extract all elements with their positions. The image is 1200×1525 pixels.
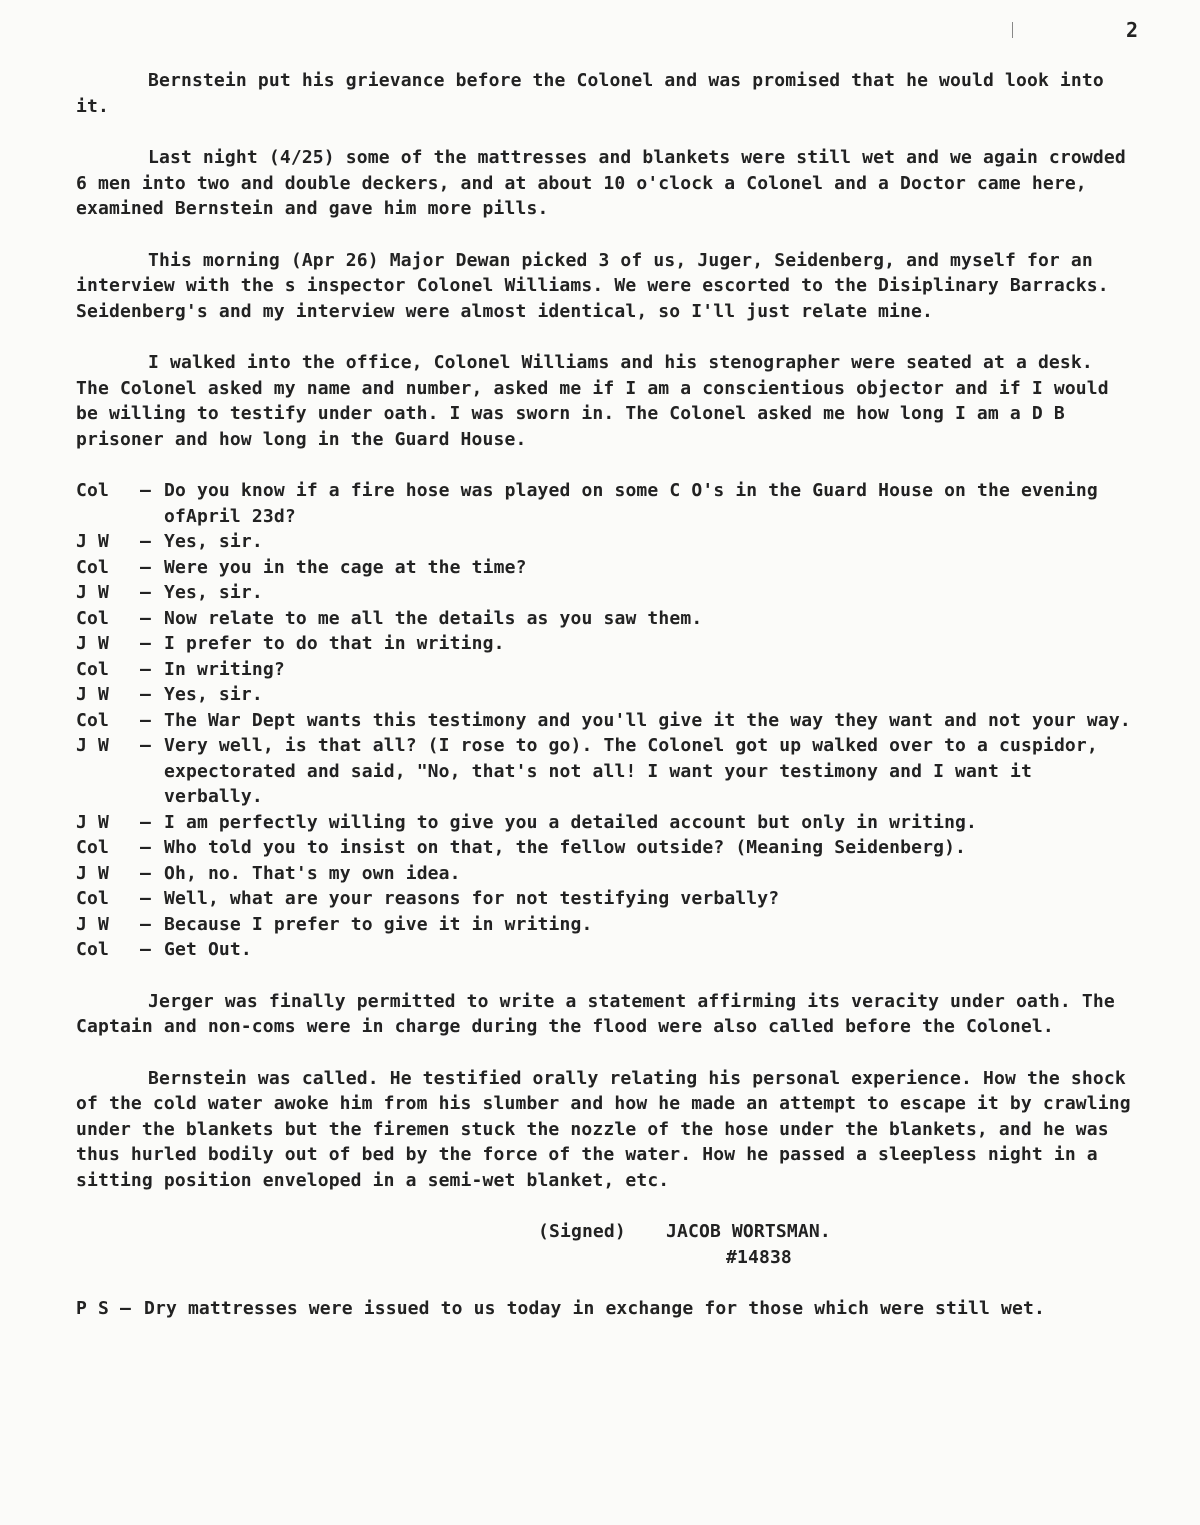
speaker: Col: [76, 480, 109, 501]
utterance: Were you in the cage at the time?: [164, 556, 527, 578]
speaker: Col: [76, 607, 109, 629]
utterance: In writing?: [164, 658, 285, 680]
margin-mark: [1012, 22, 1013, 38]
speaker: Col: [76, 888, 109, 909]
dialogue-line: J W – I prefer to do that in writing.: [76, 631, 1136, 657]
postscript-label: P S: [76, 1298, 109, 1319]
utterance: Do you know if a fire hose was played on some C O's in the Guard House on the evening ofApril 23d?: [164, 480, 1098, 527]
utterance: Yes, sir.: [164, 531, 263, 552]
utterance: Now relate to me all the details as you saw them.: [164, 607, 703, 629]
dialogue-line: Col – Now relate to me all the details as you saw them.: [76, 606, 1136, 632]
signature-label: (Signed): [538, 1221, 626, 1242]
speaker: J W: [76, 684, 109, 705]
utterance: Because I prefer to give it in writing.: [164, 913, 593, 935]
paragraph-bernstein-testimony: Bernstein was called. He testified orally relating his personal experience. How the shock of the cold water awoke him from his slumber and how he made an attempt to escape it by crawling under the blankets but the firemen stuck the nozzle of the hose under the blankets, and he was thus hurled bodily out of bed by the force of the water. How he passed a sleepless night in a sitting position enveloped in a semi-wet blanket, etc.: [76, 1067, 1131, 1191]
speaker: J W: [76, 811, 109, 833]
signatory-name: JACOB WORTSMAN.: [666, 1221, 831, 1242]
speaker: J W: [76, 913, 109, 935]
dialogue-line: J W – Yes, sir.: [76, 580, 1136, 606]
page-number: 2: [1126, 18, 1139, 42]
speaker: Col: [76, 837, 109, 858]
letter-body: [76, 68, 1136, 1322]
paragraph-grievance: Bernstein put his grievance before the Colonel and was promised that he would look into it.: [76, 70, 1104, 117]
utterance: Oh, no. That's my own idea.: [164, 862, 461, 884]
speaker: J W: [76, 531, 109, 552]
dialogue-line: Col – Who told you to insist on that, the fellow outside? (Meaning Seidenberg).: [76, 835, 1136, 861]
dialogue-line: J W – Very well, is that all? (I rose to go). The Colonel got up walked over to a cuspidor, expectorated and said, "No, that's not all! I want your testimony and I want it verbally.: [76, 733, 1136, 810]
signature-block: [76, 1219, 1136, 1270]
speaker: Col: [76, 709, 109, 731]
postscript-text: Dry mattresses were issued to us today in exchange for those which were still wet.: [144, 1298, 1045, 1319]
speaker: J W: [76, 735, 109, 756]
dialogue-line: J W – Yes, sir.: [76, 682, 1136, 708]
utterance: Well, what are your reasons for not testifying verbally?: [164, 888, 780, 909]
dialogue-line: J W – Yes, sir.: [76, 529, 1136, 555]
dialogue-line: Col – In writing?: [76, 657, 1136, 683]
speaker: J W: [76, 862, 109, 884]
paragraph-jerger-statement: Jerger was finally permitted to write a statement affirming its veracity under oath. The Captain and non-coms were in charge during the flood were also called before the Colonel.: [76, 990, 1115, 1037]
utterance: Get Out.: [164, 939, 252, 960]
speaker: Col: [76, 658, 109, 680]
utterance: Who told you to insist on that, the fellow outside? (Meaning Seidenberg).: [164, 837, 967, 858]
interview-dialogue: [76, 478, 1136, 963]
dialogue-line: Col – Were you in the cage at the time?: [76, 555, 1136, 581]
utterance: Yes, sir.: [164, 684, 263, 705]
dialogue-line: Col – Well, what are your reasons for not testifying verbally?: [76, 886, 1136, 912]
utterance: I am perfectly willing to give you a detailed account but only in writing.: [164, 811, 978, 833]
prisoner-number: #14838: [726, 1246, 792, 1268]
utterance: Yes, sir.: [164, 582, 263, 603]
speaker: Col: [76, 939, 109, 960]
speaker: J W: [76, 633, 109, 654]
dialogue-line: Col – Get Out.: [76, 937, 1136, 963]
utterance: Very well, is that all? (I rose to go). The Colonel got up walked over to a cuspidor, expectorated and said, "No, that's not all! I want your testimony and I want it verbally.: [164, 735, 1098, 807]
paragraph-this-morning: This morning (Apr 26) Major Dewan picked 3 of us, Juger, Seidenberg, and myself for an interview with the s inspector Colonel Williams. We were escorted to the Disiplinary Barracks. Seidenberg's and my interview were almost identical, so I'll just relate mine.: [76, 249, 1109, 322]
postscript: P S – Dry mattresses were issued to us today in exchange for those which were still wet.: [76, 1296, 1136, 1322]
dialogue-line: J W – Because I prefer to give it in writing.: [76, 912, 1136, 938]
dialogue-line: J W – Oh, no. That's my own idea.: [76, 861, 1136, 887]
speaker: Col: [76, 556, 109, 578]
dialogue-line: J W – I am perfectly willing to give you a detailed account but only in writing.: [76, 810, 1136, 836]
utterance: I prefer to do that in writing.: [164, 633, 505, 654]
paragraph-last-night: Last night (4/25) some of the mattresses and blankets were still wet and we again crowded 6 men into two and double deckers, and at about 10 o'clock a Colonel and a Doctor came here, examined Bernstein and gave him more pills.: [76, 147, 1126, 219]
utterance: The War Dept wants this testimony and you'll give it the way they want and not your way.: [164, 709, 1131, 731]
speaker: J W: [76, 582, 109, 603]
dialogue-line: Col – The War Dept wants this testimony and you'll give it the way they want and not your way.: [76, 708, 1136, 734]
paragraph-office: I walked into the office, Colonel Williams and his stenographer were seated at a desk. The Colonel asked my name and number, asked me if I am a conscientious objector and if I would be willing to testify under oath. I was sworn in. The Colonel asked me how long I am a D B prisoner and how long in the Guard House.: [76, 352, 1109, 450]
dialogue-line: Col – Do you know if a fire hose was played on some C O's in the Guard House on the evening ofApril 23d?: [76, 478, 1136, 529]
